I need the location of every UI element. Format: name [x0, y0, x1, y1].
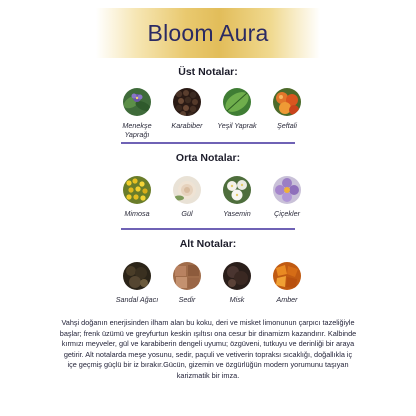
- black-pepper-icon: [173, 88, 201, 116]
- note-label: Amber: [276, 295, 298, 304]
- flowers-icon: [273, 176, 301, 204]
- jasmine-icon: [223, 176, 251, 204]
- note-label: Misk: [229, 295, 245, 304]
- title-banner: [96, 8, 320, 58]
- green-leaf-icon: [223, 88, 251, 116]
- description-line: karizmatik bir imza.: [176, 370, 240, 380]
- description: [48, 318, 368, 382]
- note-label: Çiçekler: [274, 209, 300, 218]
- note-peach: [257, 88, 317, 130]
- musk-icon: [223, 262, 251, 290]
- note-label: Şeftali: [277, 121, 297, 130]
- note-label: Mimosa: [124, 209, 150, 218]
- rose-icon: [173, 176, 201, 204]
- peach-icon: [273, 88, 301, 116]
- note-label: Karabiber: [171, 121, 203, 130]
- violet-leaf-icon: [123, 88, 151, 116]
- middle-notes-row: [120, 176, 308, 236]
- description-line: başlar; frenk üzümü ve greyfurtun keskin ışıltısı ona cesur bir dinamizm kazandırır. Kalbinde: [59, 328, 357, 338]
- note-label: Yeşil Yaprak: [217, 121, 257, 130]
- base-notes-row: [115, 262, 308, 322]
- cedar-icon: [173, 262, 201, 290]
- section-divider: [121, 142, 295, 144]
- section-heading-base: Alt Notalar:: [179, 238, 237, 250]
- section-heading-top: Üst Notalar:: [178, 66, 238, 78]
- note-label: Menekşe Yaprağı: [122, 121, 152, 139]
- sandalwood-icon: [123, 262, 151, 290]
- note-label: Yasemin: [223, 209, 251, 218]
- description-line: içe geçmiş güçlü bir iz bırakır.Gücün, gizemin ve özgürlüğün modern yorumunu taşıyan: [67, 360, 349, 370]
- note-amber: [257, 262, 317, 304]
- section-heading-middle: Orta Notalar:: [175, 152, 241, 164]
- description-line: getirir. Alt notalarda meşe yosunu, sedir, paçuli ve vetiverin topraksı sıcaklığı, doğallıkla iç: [63, 349, 353, 359]
- mimosa-icon: [123, 176, 151, 204]
- description-line: Vahşi doğanın enerjisinden ilham alan bu koku, deri ve misket limonunun çarpıcı tazeliğiyle: [61, 318, 355, 327]
- amber-icon: [273, 262, 301, 290]
- section-divider: [121, 228, 295, 230]
- note-label: Sedir: [178, 295, 196, 304]
- page-title: Bloom Aura: [147, 19, 269, 46]
- description-line: kırmızı meyveler, gül ve karabiberin dengeli uyumu; özgüveni, tutkuyu ve derinliği bir araya: [61, 339, 355, 349]
- top-notes-row: [120, 88, 308, 148]
- note-label: Gül: [181, 209, 193, 218]
- note-flowers: [257, 176, 317, 218]
- note-label: Sandal Ağacı: [115, 295, 159, 304]
